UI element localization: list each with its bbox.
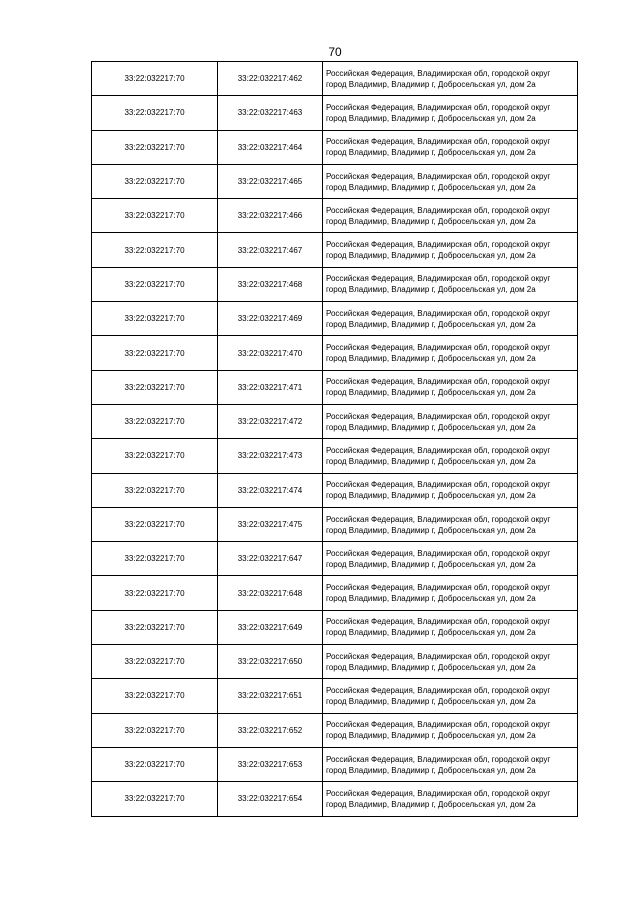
address-line-1: Российская Федерация, Владимирская обл, городской округ [326,583,551,593]
address-line-2: город Владимир, Владимир г, Добросельская ул, дом 2а [326,662,536,672]
table-row [92,576,578,610]
address-line-2: город Владимир, Владимир г, Добросельская ул, дом 2а [326,525,536,535]
table-row [92,542,578,576]
address-line-1: Российская Федерация, Владимирская обл, городской округ [326,343,551,353]
address-line-2: город Владимир, Владимир г, Добросельская ул, дом 2а [326,251,536,261]
address-line-1: Российская Федерация, Владимирская обл, городской округ [326,240,551,250]
address-cell [323,507,578,541]
parent-cadastral-number: 33:22:032217:70 [92,336,218,370]
address-cell [323,713,578,747]
parent-cadastral-number: 33:22:032217:70 [92,542,218,576]
cadastral-number: 33:22:032217:471 [218,370,323,404]
address-cell [323,782,578,816]
address-line-1: Российская Федерация, Владимирская обл, городской округ [326,171,551,181]
parent-cadastral-number: 33:22:032217:70 [92,164,218,198]
address-cell [323,199,578,233]
parent-cadastral-number: 33:22:032217:70 [92,404,218,438]
address-line-2: город Владимир, Владимир г, Добросельская ул, дом 2а [326,594,536,604]
address-line-2: город Владимир, Владимир г, Добросельская ул, дом 2а [326,148,536,158]
address-line-2: город Владимир, Владимир г, Добросельская ул, дом 2а [326,388,536,398]
parent-cadastral-number: 33:22:032217:70 [92,96,218,130]
address-line-1: Российская Федерация, Владимирская обл, городской округ [326,514,551,524]
address-line-2: город Владимир, Владимир г, Добросельская ул, дом 2а [326,285,536,295]
parent-cadastral-number: 33:22:032217:70 [92,645,218,679]
address-line-1: Российская Федерация, Владимирская обл, городской округ [326,720,551,730]
address-cell [323,610,578,644]
parent-cadastral-number: 33:22:032217:70 [92,130,218,164]
parent-cadastral-number: 33:22:032217:70 [92,267,218,301]
address-cell [323,473,578,507]
cadastral-number: 33:22:032217:469 [218,302,323,336]
address-cell [323,62,578,96]
address-cell [323,267,578,301]
parent-cadastral-number: 33:22:032217:70 [92,679,218,713]
address-line-1: Российская Федерация, Владимирская обл, городской округ [326,548,551,558]
address-cell [323,542,578,576]
cadastral-number: 33:22:032217:475 [218,507,323,541]
cadastral-table [91,61,578,817]
address-line-1: Российская Федерация, Владимирская обл, городской округ [326,445,551,455]
address-cell [323,679,578,713]
address-line-2: город Владимир, Владимир г, Добросельская ул, дом 2а [326,182,536,192]
table-row [92,302,578,336]
table-row [92,267,578,301]
address-line-2: город Владимир, Владимир г, Добросельская ул, дом 2а [326,422,536,432]
address-cell [323,747,578,781]
cadastral-number: 33:22:032217:465 [218,164,323,198]
address-line-1: Российская Федерация, Владимирская обл, городской округ [326,480,551,490]
address-line-1: Российская Федерация, Владимирская обл, городской округ [326,205,551,215]
cadastral-number: 33:22:032217:466 [218,199,323,233]
table-row [92,336,578,370]
address-cell [323,439,578,473]
cadastral-number: 33:22:032217:649 [218,610,323,644]
parent-cadastral-number: 33:22:032217:70 [92,576,218,610]
table-row [92,130,578,164]
cadastral-number: 33:22:032217:472 [218,404,323,438]
address-cell [323,130,578,164]
table-row [92,62,578,96]
cadastral-number: 33:22:032217:473 [218,439,323,473]
address-line-2: город Владимир, Владимир г, Добросельская ул, дом 2а [326,456,536,466]
parent-cadastral-number: 33:22:032217:70 [92,610,218,644]
parent-cadastral-number: 33:22:032217:70 [92,713,218,747]
cadastral-number: 33:22:032217:468 [218,267,323,301]
address-cell [323,645,578,679]
address-line-1: Российская Федерация, Владимирская обл, городской округ [326,308,551,318]
address-line-1: Российская Федерация, Владимирская обл, городской округ [326,137,551,147]
cadastral-number: 33:22:032217:652 [218,713,323,747]
address-line-2: город Владимир, Владимир г, Добросельская ул, дом 2а [326,113,536,123]
table-body [92,62,578,817]
address-line-1: Российская Федерация, Владимирская обл, городской округ [326,411,551,421]
table-row [92,782,578,816]
address-line-2: город Владимир, Владимир г, Добросельская ул, дом 2а [326,765,536,775]
address-line-2: город Владимир, Владимир г, Добросельская ул, дом 2а [326,354,536,364]
table-row [92,610,578,644]
table-row [92,473,578,507]
address-line-2: город Владимир, Владимир г, Добросельская ул, дом 2а [326,799,536,809]
parent-cadastral-number: 33:22:032217:70 [92,370,218,404]
address-line-1: Российская Федерация, Владимирская обл, городской округ [326,651,551,661]
address-line-1: Российская Федерация, Владимирская обл, городской округ [326,617,551,627]
parent-cadastral-number: 33:22:032217:70 [92,473,218,507]
table-row [92,96,578,130]
address-line-1: Российская Федерация, Владимирская обл, городской округ [326,685,551,695]
cadastral-number: 33:22:032217:462 [218,62,323,96]
address-line-2: город Владимир, Владимир г, Добросельская ул, дом 2а [326,79,536,89]
table-row [92,233,578,267]
table-row [92,439,578,473]
parent-cadastral-number: 33:22:032217:70 [92,62,218,96]
parent-cadastral-number: 33:22:032217:70 [92,782,218,816]
address-cell [323,404,578,438]
table-row [92,713,578,747]
parent-cadastral-number: 33:22:032217:70 [92,233,218,267]
address-line-2: город Владимир, Владимир г, Добросельская ул, дом 2а [326,628,536,638]
table-row [92,199,578,233]
table-row [92,164,578,198]
parent-cadastral-number: 33:22:032217:70 [92,302,218,336]
address-line-2: город Владимир, Владимир г, Добросельская ул, дом 2а [326,216,536,226]
cadastral-number: 33:22:032217:647 [218,542,323,576]
cadastral-number: 33:22:032217:464 [218,130,323,164]
cadastral-number: 33:22:032217:470 [218,336,323,370]
address-cell [323,96,578,130]
cadastral-number: 33:22:032217:648 [218,576,323,610]
table-row [92,645,578,679]
parent-cadastral-number: 33:22:032217:70 [92,507,218,541]
table-row [92,404,578,438]
address-cell [323,370,578,404]
cadastral-number: 33:22:032217:467 [218,233,323,267]
parent-cadastral-number: 33:22:032217:70 [92,199,218,233]
address-cell [323,576,578,610]
address-line-2: город Владимир, Владимир г, Добросельская ул, дом 2а [326,491,536,501]
address-line-2: город Владимир, Владимир г, Добросельская ул, дом 2а [326,319,536,329]
cadastral-number: 33:22:032217:474 [218,473,323,507]
cadastral-number: 33:22:032217:650 [218,645,323,679]
parent-cadastral-number: 33:22:032217:70 [92,439,218,473]
address-line-2: город Владимир, Владимир г, Добросельская ул, дом 2а [326,731,536,741]
address-line-2: город Владимир, Владимир г, Добросельская ул, дом 2а [326,696,536,706]
address-line-1: Российская Федерация, Владимирская обл, городской округ [326,274,551,284]
page-number: 70 [328,45,342,59]
address-cell [323,164,578,198]
address-line-1: Российская Федерация, Владимирская обл, городской округ [326,68,551,78]
address-line-1: Российская Федерация, Владимирская обл, городской округ [326,754,551,764]
cadastral-number: 33:22:032217:651 [218,679,323,713]
table-row [92,679,578,713]
address-line-2: город Владимир, Владимир г, Добросельская ул, дом 2а [326,559,536,569]
address-line-1: Российская Федерация, Владимирская обл, городской округ [326,788,551,798]
cadastral-number: 33:22:032217:463 [218,96,323,130]
cadastral-number: 33:22:032217:653 [218,747,323,781]
address-cell [323,233,578,267]
address-line-1: Российская Федерация, Владимирская обл, городской округ [326,377,551,387]
cadastral-number: 33:22:032217:654 [218,782,323,816]
table-row [92,747,578,781]
address-line-1: Российская Федерация, Владимирская обл, городской округ [326,102,551,112]
table-row [92,507,578,541]
address-cell [323,336,578,370]
address-cell [323,302,578,336]
parent-cadastral-number: 33:22:032217:70 [92,747,218,781]
table-row [92,370,578,404]
